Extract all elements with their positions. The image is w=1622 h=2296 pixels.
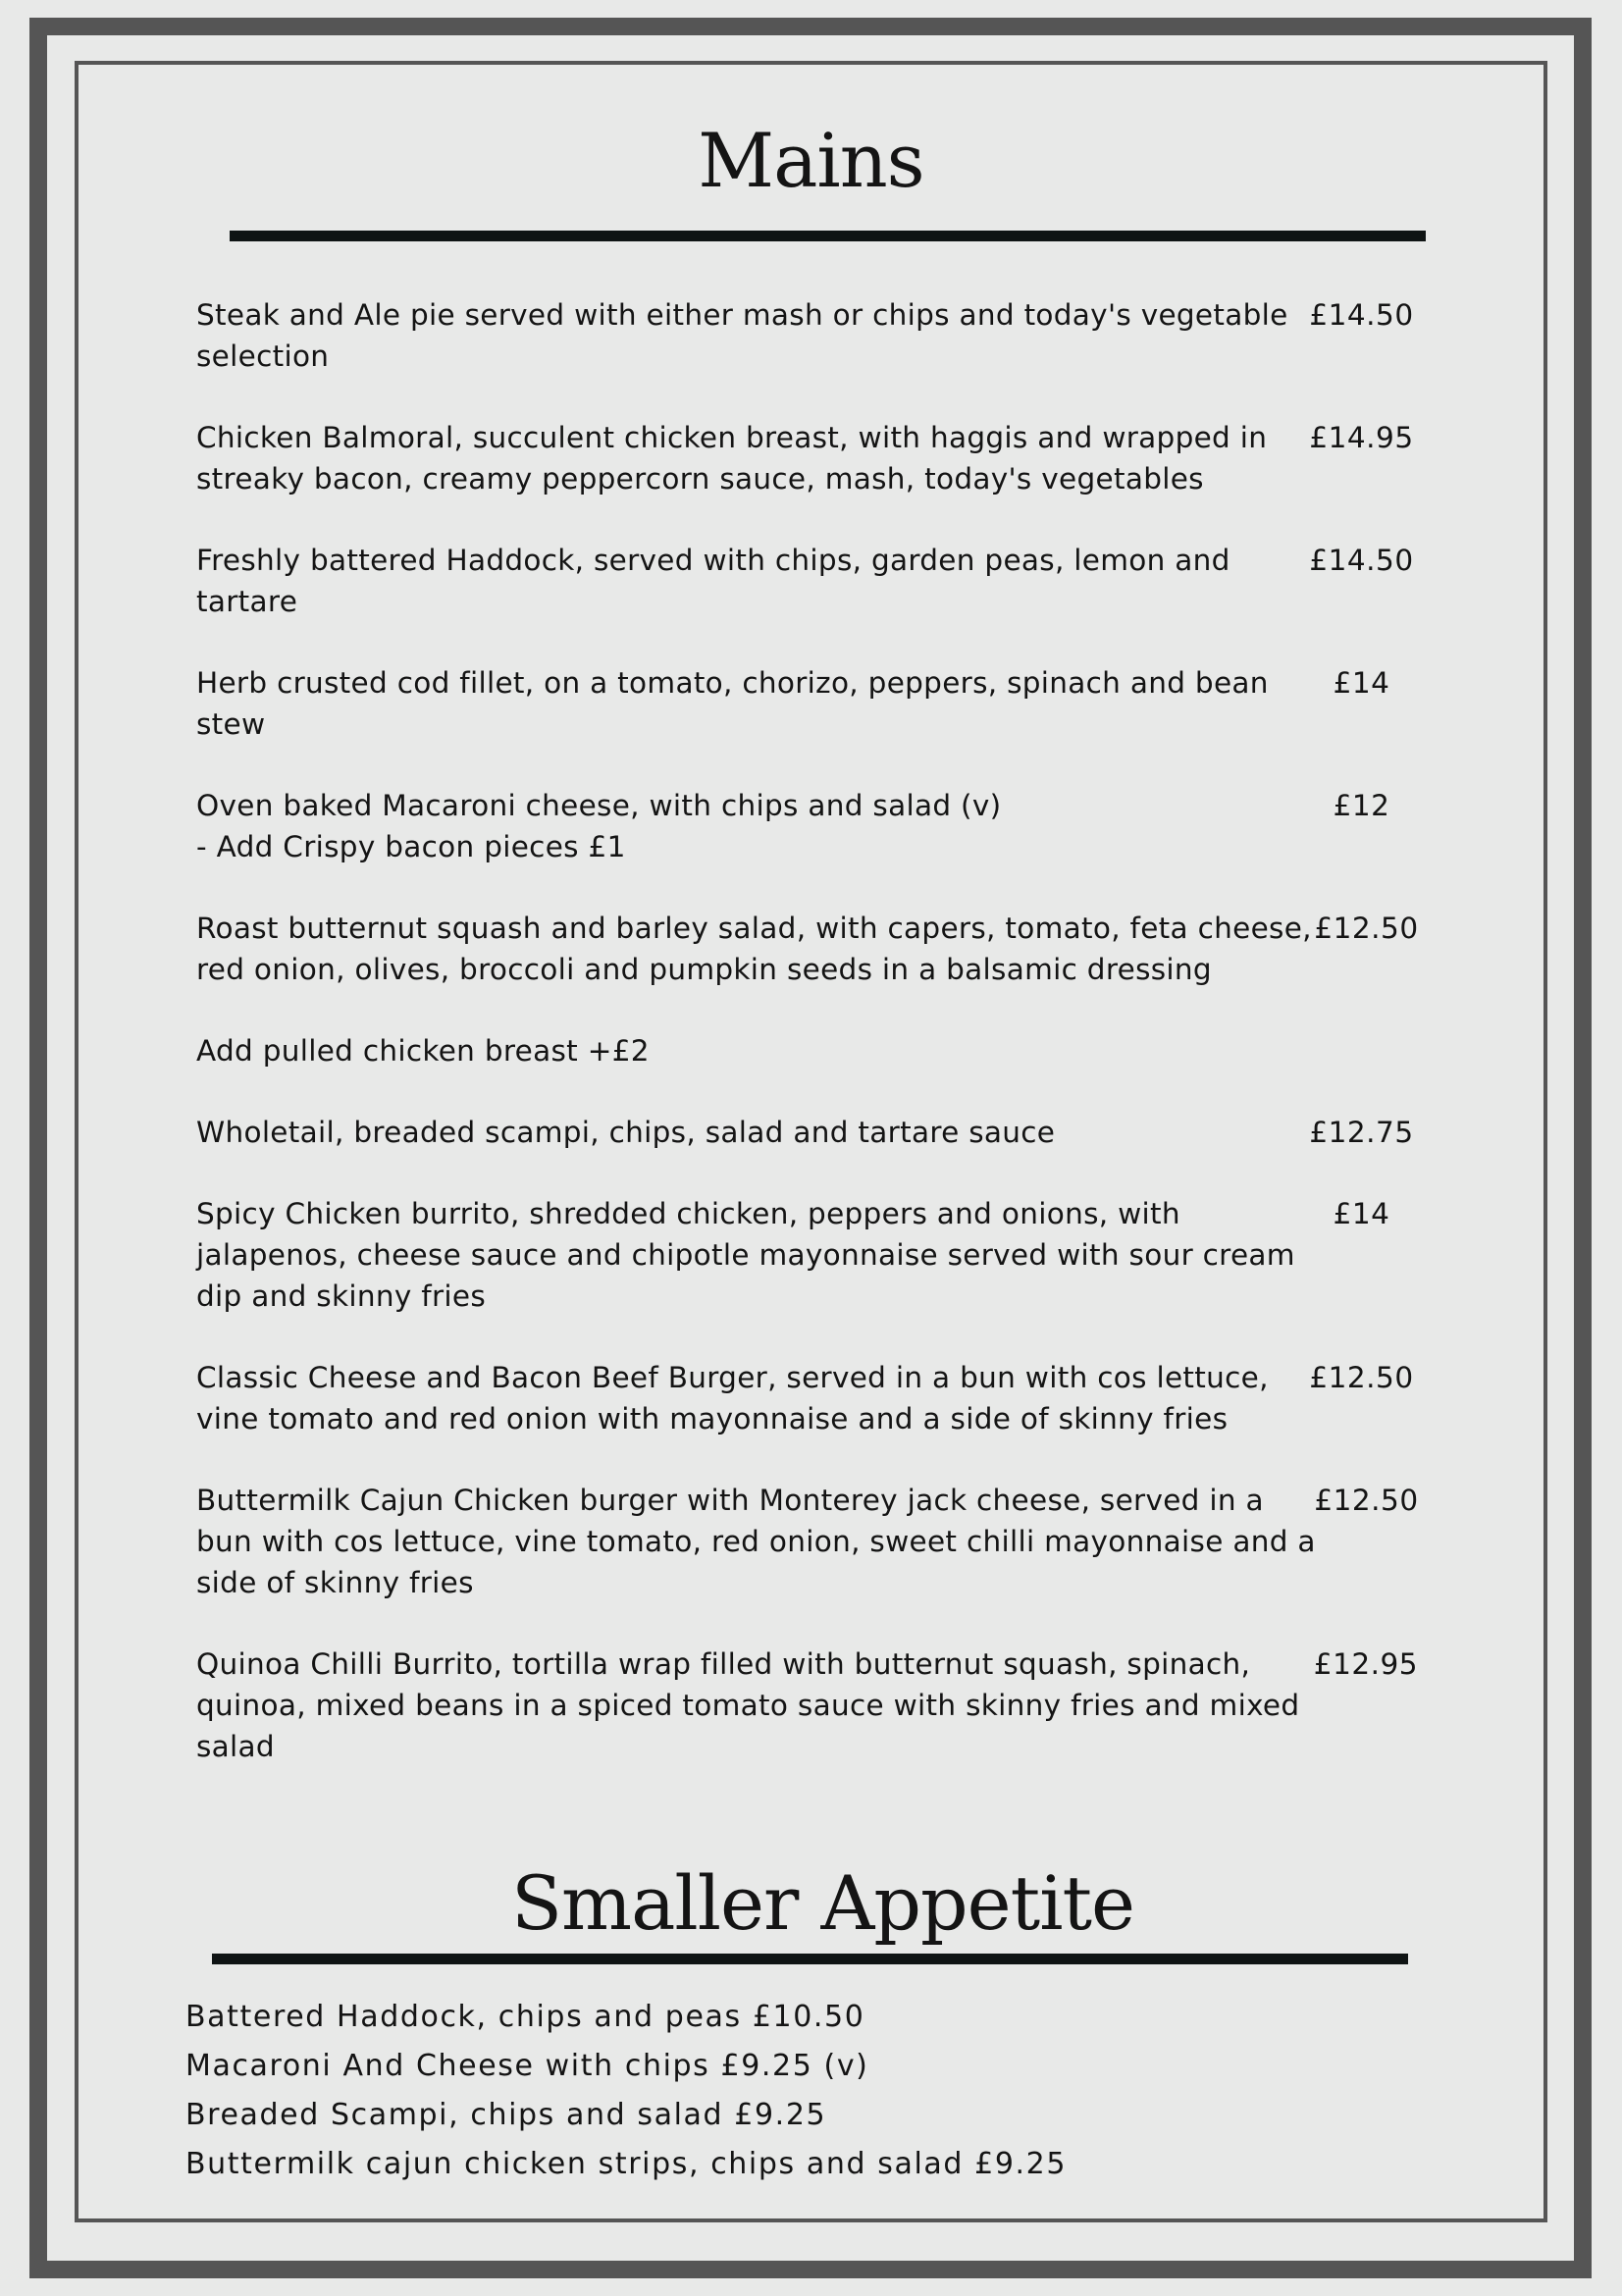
- menu-item-description-line: dip and skinny fries: [196, 1279, 487, 1313]
- menu-item: [196, 1112, 1423, 1153]
- menu-item-description-line: vine tomato and red onion with mayonnaise and a side of skinny fries: [196, 1402, 1229, 1435]
- menu-item-description: [196, 294, 1295, 377]
- smaller-appetite-item: Battered Haddock, chips and peas £10.50: [185, 2000, 865, 2034]
- menu-item-description: [196, 1193, 1295, 1317]
- smaller-appetite-item: Buttermilk cajun chicken strips, chips and salad £9.25: [185, 2147, 1068, 2181]
- menu-item-description-line: Classic Cheese and Bacon Beef Burger, served in a bun with cos lettuce,: [196, 1361, 1269, 1394]
- menu-item: [196, 540, 1423, 622]
- menu-item: [196, 908, 1423, 990]
- smaller-appetite-list: [185, 1993, 1363, 2189]
- menu-item: [196, 1644, 1423, 1767]
- menu-item-description-line: - Add Crispy bacon pieces £1: [196, 830, 626, 863]
- menu-item-description: [196, 1357, 1295, 1439]
- menu-item-description-line: salad: [196, 1730, 275, 1763]
- menu-item-description-line: Steak and Ale pie served with either mash or chips and today's vegetable: [196, 298, 1288, 332]
- menu-item-price: £14: [1333, 666, 1390, 700]
- menu-item-description: [196, 1112, 1295, 1153]
- menu-item-price: £14.95: [1309, 421, 1414, 454]
- menu-item-price: £14: [1333, 1197, 1390, 1230]
- menu-item-price: £14.50: [1309, 298, 1414, 332]
- menu-item-price: £12: [1333, 789, 1390, 822]
- menu-item-description-line: jalapenos, cheese sauce and chipotle mayonnaise served with sour cream: [196, 1238, 1295, 1272]
- menu-item-description: [196, 908, 1312, 990]
- menu-item: [196, 785, 1423, 867]
- mains-title: Mains: [698, 117, 924, 204]
- menu-item-description-line: Herb crusted cod fillet, on a tomato, chorizo, peppers, spinach and bean: [196, 666, 1269, 700]
- menu-item-price: £14.50: [1309, 544, 1414, 577]
- mains-list: [196, 294, 1423, 1807]
- menu-item: [196, 1357, 1423, 1439]
- menu-item-price: £12.50: [1309, 1361, 1414, 1394]
- smaller-appetite-item: Macaroni And Cheese with chips £9.25 (v): [185, 2049, 869, 2083]
- menu-item: [196, 294, 1423, 377]
- menu-item-price: £12.75: [1309, 1116, 1414, 1149]
- menu-item-description-line: Roast butternut squash and barley salad, with capers, tomato, feta cheese,: [196, 912, 1312, 945]
- menu-item-description: [196, 662, 1295, 745]
- menu-item-description-line: stew: [196, 707, 266, 741]
- menu-item-description-line: Quinoa Chilli Burrito, tortilla wrap filled with butternut squash, spinach,: [196, 1647, 1251, 1681]
- menu-item-description-line: Buttermilk Cajun Chicken burger with Monterey jack cheese, served in a: [196, 1484, 1264, 1517]
- menu-item-description: [196, 785, 1295, 867]
- menu-item-description-line: streaky bacon, creamy peppercorn sauce, mash, today's vegetables: [196, 462, 1204, 496]
- menu-item-description-line: Oven baked Macaroni cheese, with chips and salad (v): [196, 789, 1002, 822]
- menu-item: [196, 1193, 1423, 1317]
- menu-item-description-line: Chicken Balmoral, succulent chicken breast, with haggis and wrapped in: [196, 421, 1268, 454]
- smaller-appetite-title: Smaller Appetite: [510, 1859, 1135, 1947]
- menu-item: [196, 662, 1423, 745]
- smaller-appetite-item: Breaded Scampi, chips and salad £9.25: [185, 2098, 827, 2132]
- menu-item: [196, 417, 1423, 499]
- mains-divider: [230, 231, 1426, 241]
- menu-item-description-line: red onion, olives, broccoli and pumpkin seeds in a balsamic dressing: [196, 953, 1212, 986]
- menu-item-description: [196, 417, 1295, 499]
- menu-item-price: £12.95: [1313, 1647, 1419, 1681]
- menu-item-description-line: Freshly battered Haddock, served with chips, garden peas, lemon and: [196, 544, 1230, 577]
- menu-item-description: [196, 540, 1295, 622]
- menu-item-description-line: quinoa, mixed beans in a spiced tomato sauce with skinny fries and mixed: [196, 1689, 1300, 1722]
- menu-item-description-line: tartare: [196, 585, 298, 618]
- menu-item-description: [196, 1644, 1299, 1767]
- menu-item-price: £12.50: [1314, 1484, 1419, 1517]
- menu-item-description: [196, 1030, 1295, 1071]
- menu-item-description-line: bun with cos lettuce, vine tomato, red onion, sweet chilli mayonnaise and a: [196, 1525, 1316, 1558]
- menu-item: [196, 1480, 1423, 1603]
- menu-item-description-line: selection: [196, 339, 330, 373]
- menu-item-price: £12.50: [1314, 912, 1419, 945]
- menu-item-description-line: Wholetail, breaded scampi, chips, salad and tartare sauce: [196, 1116, 1056, 1149]
- smaller-appetite-divider: [212, 1954, 1408, 1964]
- menu-item-description-line: Add pulled chicken breast +£2: [196, 1034, 650, 1068]
- menu-item-description-line: side of skinny fries: [196, 1566, 474, 1599]
- menu-item-description: [196, 1480, 1316, 1603]
- menu-item-description-line: Spicy Chicken burrito, shredded chicken, peppers and onions, with: [196, 1197, 1180, 1230]
- menu-item: [196, 1030, 1423, 1071]
